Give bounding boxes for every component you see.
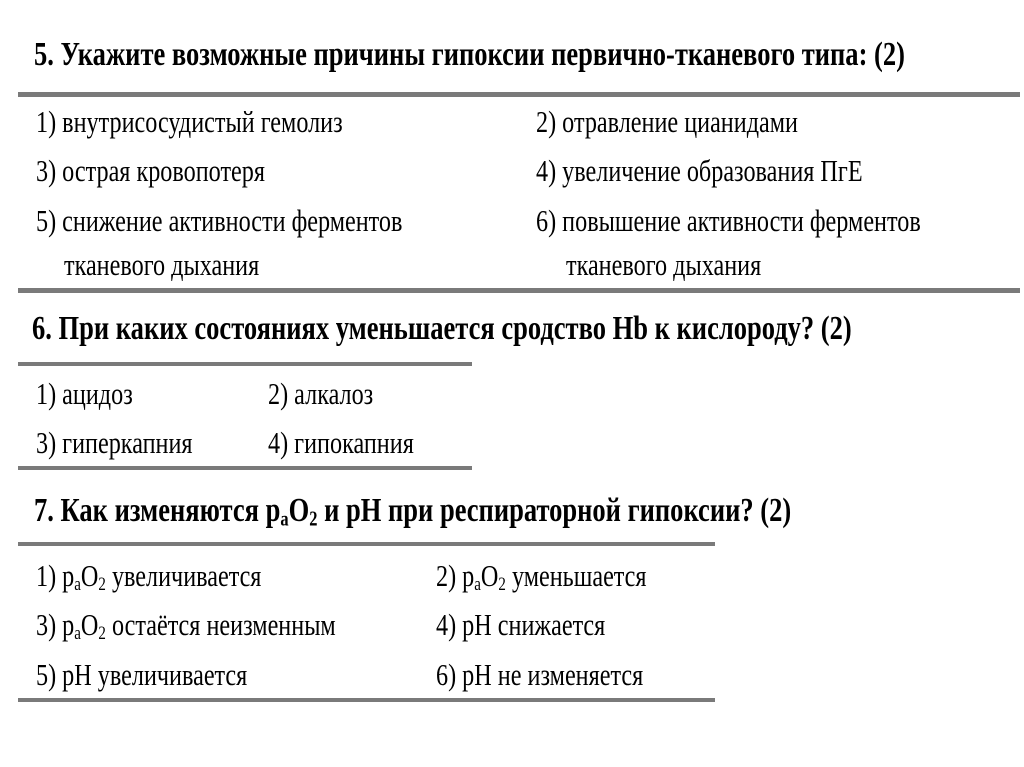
divider bbox=[18, 466, 472, 470]
divider bbox=[18, 698, 715, 702]
q6-option-1: 1) ацидоз bbox=[36, 376, 133, 411]
question-5-title: 5. Укажите возможные причины гипоксии первично-тканевого типа: (2) bbox=[34, 36, 905, 73]
q5-option-1: 1) внутрисосудистый гемолиз bbox=[36, 104, 343, 139]
q5-option-3: 3) острая кровопотеря bbox=[36, 153, 265, 188]
q7-option-2: 2) $p_aO_2$ уменьшается bbox=[436, 558, 647, 596]
q5-option-6: 6) повышение активности ферментов bbox=[536, 203, 921, 238]
question-6-title: 6. При каких состояниях уменьшается сродство Hb к кислороду? (2) bbox=[32, 310, 852, 347]
q7-option-5: 5) pH увеличивается bbox=[36, 657, 248, 692]
q7-option-3: 3) $p_aO_2$ остаётся неизменным bbox=[36, 607, 336, 645]
q5-option-5: 5) снижение активности ферментов bbox=[36, 203, 403, 238]
question-7-title: 7. Как изменяются $p_aO_2$ и pH при респираторной гипоксии? (2) bbox=[34, 492, 792, 531]
q5-option-6-continuation: тканевого дыхания bbox=[566, 247, 762, 282]
q6-option-4: 4) гипокапния bbox=[268, 425, 414, 460]
q7-option-4: 4) pH снижается bbox=[436, 607, 606, 642]
q6-option-2: 2) алкалоз bbox=[268, 376, 374, 411]
q5-option-4: 4) увеличение образования ПгЕ bbox=[536, 153, 863, 188]
q7-option-1: 1) $p_aO_2$ увеличивается bbox=[36, 558, 262, 596]
divider bbox=[18, 288, 1020, 293]
q5-option-5-continuation: тканевого дыхания bbox=[64, 247, 260, 282]
divider bbox=[18, 542, 715, 546]
q5-option-2: 2) отравление цианидами bbox=[536, 104, 798, 139]
divider bbox=[18, 362, 472, 366]
q7-option-6: 6) pH не изменяется bbox=[436, 657, 644, 692]
q6-option-3: 3) гиперкапния bbox=[36, 425, 193, 460]
divider bbox=[18, 92, 1020, 97]
